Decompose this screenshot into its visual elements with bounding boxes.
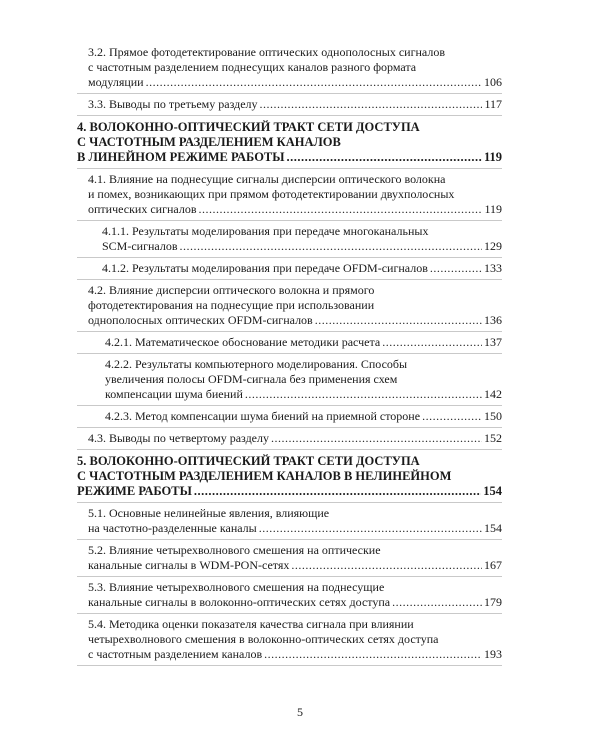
toc-page-number: 136	[484, 313, 502, 327]
toc-entry[interactable]	[77, 577, 502, 614]
dot-leader	[259, 521, 482, 536]
toc-entry[interactable]	[77, 280, 502, 332]
toc-page-number: 119	[484, 202, 502, 216]
toc-page-number: 154	[484, 521, 502, 535]
toc-entry-line	[77, 120, 502, 135]
dot-leader	[264, 647, 482, 662]
toc-entry-line	[88, 632, 502, 647]
toc-entry-title: на частотно-разделенные каналы	[88, 521, 257, 535]
toc-entry-title: 4.2. Влияние дисперсии оптического волокна и прямого	[88, 283, 375, 297]
toc-page-number: 179	[484, 595, 502, 609]
toc-entry-line	[88, 543, 502, 558]
toc-entry[interactable]	[77, 614, 502, 666]
toc-entry-line	[88, 521, 502, 536]
toc-entry-line	[88, 617, 502, 632]
toc-entry-title: 5.4. Методика оценки показателя качества сигнала при влиянии	[88, 617, 414, 631]
toc-entry-title: с частотным разделением каналов	[88, 647, 263, 661]
toc-entry-title: 4. ВОЛОКОННО-ОПТИЧЕСКИЙ ТРАКТ СЕТИ ДОСТУПА	[77, 120, 420, 134]
toc-entry-title: 3.3. Выводы по третьему разделу	[88, 97, 258, 111]
toc-entry[interactable]	[77, 221, 502, 258]
toc-entry-line	[88, 558, 502, 573]
toc-entry-line	[88, 45, 502, 60]
toc-entry-line	[88, 187, 502, 202]
toc-entry-title: и помех, возникающих при прямом фотодетектировании двухполосных	[88, 187, 455, 201]
toc-entry-line	[77, 454, 502, 469]
dot-leader	[430, 261, 482, 276]
toc-entry-line	[88, 172, 502, 187]
toc-page-number: 117	[484, 97, 502, 111]
table-of-contents	[77, 42, 502, 666]
toc-entry-title: С ЧАСТОТНЫМ РАЗДЕЛЕНИЕМ КАНАЛОВ В НЕЛИНЕЙНОМ	[77, 469, 452, 483]
toc-entry-line	[105, 357, 502, 372]
toc-entry-line	[102, 239, 502, 254]
toc-entry-title: оптических сигналов	[88, 202, 197, 216]
toc-page-number: 142	[484, 387, 502, 401]
dot-leader	[392, 595, 482, 610]
toc-entry-title: 4.2.2. Результаты компьютерного моделирования. Способы	[105, 357, 408, 371]
toc-entry-title: 4.3. Выводы по четвертому разделу	[88, 431, 269, 445]
toc-entry-line	[88, 431, 502, 446]
toc-entry-line	[88, 202, 502, 217]
toc-entry[interactable]	[77, 169, 502, 221]
toc-entry-line	[88, 97, 502, 112]
page-number: 5	[297, 705, 303, 719]
toc-entry-title: 5.1. Основные нелинейные явления, влияющие	[88, 506, 330, 520]
toc-entry[interactable]	[77, 332, 502, 354]
toc-entry-line	[88, 506, 502, 521]
dot-leader	[315, 313, 482, 328]
toc-entry-title: 4.2.1. Математическое обоснование методики расчета	[105, 335, 381, 349]
toc-entry-title: канальные сигналы в волоконно-оптических сетях доступа	[88, 595, 391, 609]
toc-entry-line	[77, 469, 502, 484]
toc-entry-title: 5.2. Влияние четырехволнового смешения на оптические	[88, 543, 381, 557]
toc-entry[interactable]	[77, 354, 502, 406]
toc-page-number: 154	[483, 484, 502, 498]
toc-entry-line	[88, 75, 502, 90]
dot-leader	[194, 484, 481, 499]
toc-entry-title: компенсации шума биений	[105, 387, 243, 401]
toc-entry-title: однополосных оптических OFDM-сигналов	[88, 313, 313, 327]
dot-leader	[199, 202, 483, 217]
toc-entry-line	[88, 283, 502, 298]
toc-entry-line	[88, 595, 502, 610]
toc-entry-title: 4.1. Влияние на поднесущие сигналы дисперсии оптического волокна	[88, 172, 446, 186]
toc-entry-line	[102, 224, 502, 239]
dot-leader	[422, 409, 482, 424]
dot-leader	[287, 150, 482, 165]
toc-entry[interactable]	[77, 94, 502, 116]
toc-entry-title: четырехволнового смешения в волоконно-оптических сетях доступа	[88, 632, 439, 646]
toc-entry-title: 4.1.1. Результаты моделирования при передаче многоканальных	[102, 224, 429, 238]
toc-entry-line	[77, 135, 502, 150]
toc-entry-line	[77, 150, 502, 165]
toc-entry-line	[88, 60, 502, 75]
toc-entry-line	[105, 372, 502, 387]
toc-entry-title: фотодетектирования на поднесущие при использовании	[88, 298, 375, 312]
dot-leader	[271, 431, 482, 446]
toc-entry-title: 4.1.2. Результаты моделирования при передаче OFDM-сигналов	[102, 261, 428, 275]
toc-entry-line	[88, 647, 502, 662]
toc-entry-title: 5.3. Влияние четырехволнового смешения на поднесущие	[88, 580, 385, 594]
toc-page-number: 150	[484, 409, 502, 423]
toc-entry[interactable]	[77, 258, 502, 280]
dot-leader	[260, 97, 483, 112]
dot-leader	[291, 558, 482, 573]
toc-entry[interactable]	[77, 503, 502, 540]
toc-chapter-entry[interactable]	[77, 450, 502, 503]
toc-page-number: 137	[484, 335, 502, 349]
toc-entry-title: РЕЖИМЕ РАБОТЫ	[77, 484, 192, 498]
toc-entry-title: 5. ВОЛОКОННО-ОПТИЧЕСКИЙ ТРАКТ СЕТИ ДОСТУПА	[77, 454, 420, 468]
toc-entry-line	[88, 313, 502, 328]
toc-entry-title: С ЧАСТОТНЫМ РАЗДЕЛЕНИЕМ КАНАЛОВ	[77, 135, 341, 149]
toc-entry[interactable]	[77, 406, 502, 428]
toc-page-number: 129	[484, 239, 502, 253]
toc-entry-line	[102, 261, 502, 276]
toc-entry-line	[88, 298, 502, 313]
toc-page-number: 167	[484, 558, 502, 572]
toc-entry-title: 4.2.3. Метод компенсации шума биений на приемной стороне	[105, 409, 421, 423]
toc-entry-title: увеличения полосы OFDM-сигнала без применения схем	[105, 372, 398, 386]
dot-leader	[382, 335, 482, 350]
toc-entry-line	[105, 409, 502, 424]
toc-page-number: 133	[484, 261, 502, 275]
dot-leader	[245, 387, 482, 402]
toc-entry[interactable]	[77, 42, 502, 94]
toc-entry[interactable]	[77, 428, 502, 450]
toc-entry-title: канальные сигналы в WDM-PON-сетях	[88, 558, 290, 572]
toc-page-number: 119	[483, 150, 502, 164]
toc-entry-title: 3.2. Прямое фотодетектирование оптических однополосных сигналов	[88, 45, 445, 59]
toc-entry-title: с частотным разделением поднесущих каналов разного формата	[88, 60, 417, 74]
toc-entry[interactable]	[77, 540, 502, 577]
toc-entry-line	[88, 580, 502, 595]
dot-leader	[180, 239, 482, 254]
dot-leader	[146, 75, 482, 90]
toc-entry-line	[105, 335, 502, 350]
toc-entry-title: модуляции	[88, 75, 144, 89]
toc-page-number: 106	[484, 75, 502, 89]
toc-chapter-entry[interactable]	[77, 116, 502, 169]
toc-page-number: 193	[484, 647, 502, 661]
toc-page-number: 152	[484, 431, 502, 445]
toc-entry-title: SCM-сигналов	[102, 239, 178, 253]
toc-entry-line	[77, 484, 502, 499]
toc-entry-line	[105, 387, 502, 402]
toc-entry-title: В ЛИНЕЙНОМ РЕЖИМЕ РАБОТЫ	[77, 150, 285, 164]
